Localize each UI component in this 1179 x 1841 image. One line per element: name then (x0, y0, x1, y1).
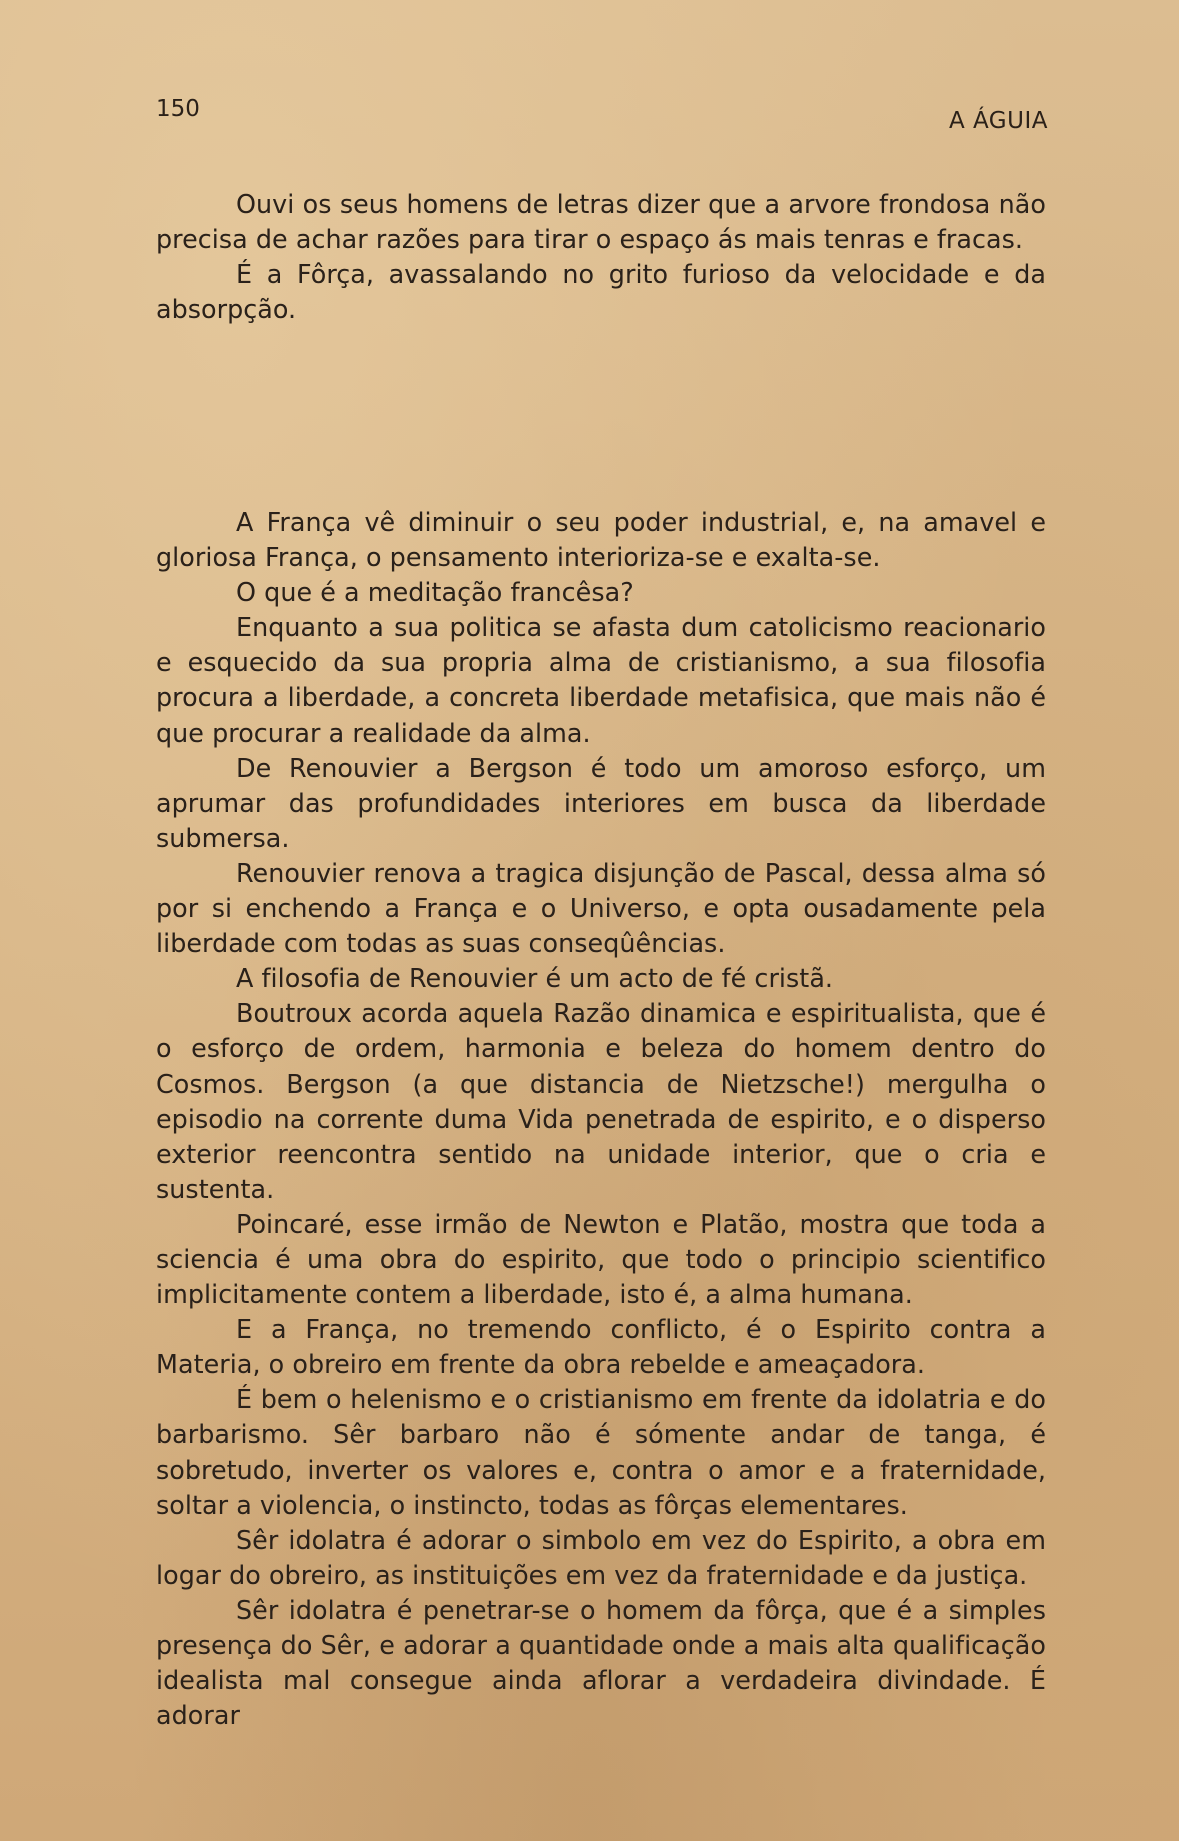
paragraph: Renouvier renova a tragica disjunção de Pascal, dessa alma só por si enchendo a França e o Universo, e opta ousadamente pela liberdade com todas as suas conseqûências. (156, 857, 1046, 959)
paragraph: É a Fôrça, avassalando no grito furioso da velocidade e da absorpção. (156, 259, 1046, 325)
paragraph: De Renouvier a Bergson é todo um amoroso esforço, um aprumar das profundidades interiores em busca da liberdade submersa. (156, 752, 1046, 853)
paragraph: Boutroux acorda aquela Razão dinamica e espiritualista, que é o esforço de ordem, harmonia e beleza do homem dentro do Cosmos. Bergson (a que distancia de Nietzsche!) mergulha o episodio na corrente duma Vida penetrada de espirito, e o disperso exterior reencontra sentido na unidade interior, que o cria e sustenta. (156, 998, 1046, 1204)
paragraph: E a França, no tremendo conflicto, é o Espirito contra a Materia, o obreiro em frente da obra rebelde e ameaçadora. (156, 1314, 1046, 1380)
text-section-1 (156, 187, 1046, 327)
paragraph: A filosofia de Renouvier é um acto de fé cristã. (236, 963, 834, 994)
paragraph: Sêr idolatra é penetrar-se o homem da fôrça, que é a simples presença do Sêr, e adorar a quantidade onde a mais alta qualificação idealista mal consegue ainda aflorar a verdadeira divindade. É adorar (156, 1594, 1046, 1731)
paragraph: Sêr idolatra é adorar o simbolo em vez do Espirito, a obra em logar do obreiro, as instituições em vez da fraternidade e da justiça. (156, 1524, 1046, 1590)
paragraph: Ouvi os seus homens de letras dizer que a arvore frondosa não precisa de achar razões para tirar o espaço ás mais tenras e fracas. (156, 189, 1046, 255)
page-number: 150 (156, 96, 200, 122)
running-header (156, 96, 1048, 136)
journal-title: A ÁGUIA (948, 108, 1048, 134)
paragraph: Enquanto a sua politica se afasta dum catolicismo reacionario e esquecido da sua propria alma de cristianismo, a sua filosofia procura a liberdade, a concreta liberdade metafisica, que mais não é que procurar a realidade da alma. (156, 612, 1046, 748)
paragraph: Poincaré, esse irmão de Newton e Platão, mostra que toda a sciencia é uma obra do espirito, que todo o principio scientifico implicitamente contem a liberdade, isto é, a alma humana. (156, 1208, 1046, 1310)
paragraph: É bem o helenismo e o cristianismo em frente da idolatria e do barbarismo. Sêr barbaro não é sómente andar de tanga, é sobretudo, inverter os valores e, contra o amor e a fraternidade, soltar a violencia, o instincto, todas as fôrças elementares. (156, 1384, 1046, 1520)
paragraph: O que é a meditação francêsa? (236, 577, 634, 608)
paragraph: A França vê diminuir o seu poder industrial, e, na amavel e gloriosa França, o pensamento interioriza-se e exalta-se. (156, 507, 1046, 573)
text-section-2 (156, 505, 1046, 1733)
